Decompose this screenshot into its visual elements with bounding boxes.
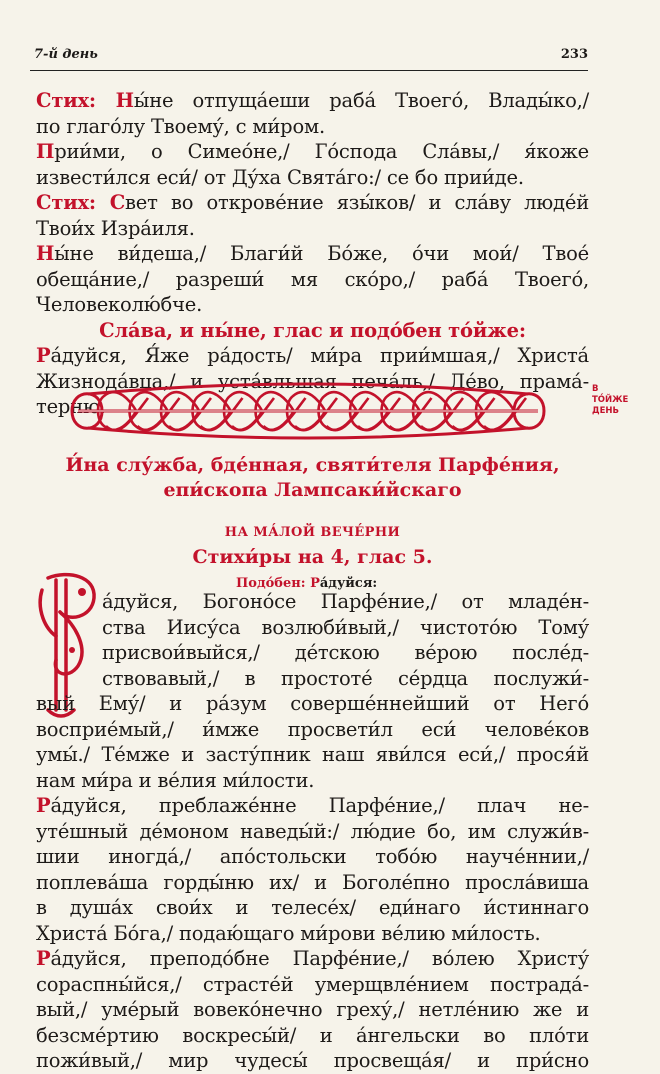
knotwork-ornament-icon xyxy=(58,380,558,442)
top_block-line xyxy=(36,241,589,267)
body-text: терню. xyxy=(36,395,106,418)
running-head-day: 7-й день xyxy=(34,47,98,62)
running-head xyxy=(30,44,588,71)
rubric-text: Р xyxy=(36,947,51,970)
body-text: восприе́мый,/ и́мже просвети́л еси́ челове́ков xyxy=(36,717,589,741)
body-text: ы́не отпуща́еши раба́ Твоего́, Влады́ко,/ xyxy=(133,89,590,112)
top_block-line xyxy=(36,292,589,318)
service-title-line: епи́скопа Лампсаки́йскаго xyxy=(163,479,462,501)
rubric-text: Р xyxy=(36,344,51,367)
body_block-line xyxy=(36,691,589,717)
body-text: ства Иису́са возлюби́вый,/ чистото́ю Тому́ xyxy=(102,615,589,639)
body-text: нам ми́ра и ве́лия ми́лости. xyxy=(36,768,315,792)
margin-note-line: ТО́ЙЖЕ xyxy=(592,395,629,405)
rubric-text: П xyxy=(36,140,55,163)
top_block-line xyxy=(36,139,589,165)
margin-note-line: ДЕНЬ xyxy=(592,406,619,416)
margin-note-line: В xyxy=(592,384,599,394)
body-text: ы́не ви́деша,/ Благи́й Бо́же, о́чи мои́/ Твое́ xyxy=(54,242,589,265)
body-text: рии́ми, о Симео́не,/ Го́спода Сла́вы,/ я́коже xyxy=(54,140,589,163)
top_block-line xyxy=(36,216,589,242)
body-text: шии иногда́,/ апо́стольски тобо́ю науче́ннии,/ xyxy=(36,845,589,868)
body_block-line xyxy=(36,819,589,845)
page-number: 233 xyxy=(560,47,588,62)
stichera-heading: Стихи́ры на 4, глас 5. xyxy=(192,546,433,568)
body-text: вет во открове́ние язы́ков/ и сла́ву люде́й xyxy=(125,191,589,214)
body-text: пожи́вый,/ мир чудесы́ просвеща́я/ и при́сно xyxy=(36,1049,589,1072)
body_block-line xyxy=(36,844,589,870)
body-text: вый,/ уме́рый вовеко́нечно греху́,/ нетле́нию же и xyxy=(36,998,589,1021)
body_block-line xyxy=(36,870,589,896)
top_block-line xyxy=(36,88,589,114)
body-text: умы́./ Те́мже и засту́пник наш яви́лся еси́,/ прося́й xyxy=(36,743,589,766)
body-text: а́дуйся, преподо́бне Парфе́ние,/ во́лею Христу́ xyxy=(50,947,589,970)
service-title xyxy=(36,453,589,503)
margin-note xyxy=(592,384,642,417)
body-text: Христа́ Бо́га,/ подаю́щаго ми́рови ве́лию ми́лость. xyxy=(36,921,541,945)
rubric-text: Н xyxy=(115,89,134,112)
body_block-line xyxy=(36,895,589,921)
vespers-heading: НА МА́ЛОЙ ВЕЧЕ́РНИ xyxy=(224,525,401,540)
rubric-text: Р xyxy=(36,794,51,817)
rubric-text: Стих: xyxy=(36,191,110,214)
body_block-line xyxy=(36,946,589,972)
body-text: присвои́выйся,/ де́тскою ве́рою после́д- xyxy=(102,641,589,664)
top_block-line xyxy=(36,114,589,140)
podoben-initial: Р xyxy=(310,576,320,591)
rubric-text: Н xyxy=(36,242,55,265)
body_block-line xyxy=(36,717,589,743)
body-text: вый Ему́/ и ра́зум соверше́ннейший от Него́ xyxy=(36,692,589,715)
body-text: Твои́х Изра́иля. xyxy=(36,216,195,240)
podoben-label: Подо́бен: xyxy=(236,576,311,591)
body_block-line xyxy=(36,640,589,666)
body-text: ствовавый,/ в простоте́ се́рдца послужи́- xyxy=(102,666,589,690)
body_block-line xyxy=(36,972,589,998)
top_block-line xyxy=(36,318,589,344)
body_block-line xyxy=(36,589,589,615)
body_block-line xyxy=(36,768,589,794)
body-text: Человеколю́бче. xyxy=(36,293,203,316)
body_block-line xyxy=(36,742,589,768)
body-text: по глаго́лу Твоему́, с ми́ром. xyxy=(36,114,325,138)
rubric-text: Сла́ва, и ны́не, глас и подо́бен то́йже: xyxy=(99,318,526,342)
body-text: обеща́ние,/ разреши́ мя ско́ро,/ раба́ Твоего́, xyxy=(36,267,589,291)
body-text: поплева́ша горды́ню их/ и Боголе́пно просла́виша xyxy=(36,870,589,894)
body-text: а́дуйся, преблаже́нне Парфе́ние,/ плач не- xyxy=(50,794,589,817)
top_block-line xyxy=(36,343,589,369)
body-text: а́дуйся, Богоно́се Парфе́ние,/ от младе́н- xyxy=(102,590,589,613)
body_block-line xyxy=(36,615,589,641)
top_block-line xyxy=(36,165,589,191)
top_block-line xyxy=(36,267,589,293)
body-text: а́дуйся, Я́же ра́дость/ ми́ра прии́мшая,/ Христа́ xyxy=(50,344,589,367)
body-text: извести́лся еси́/ от Ду́ха Свята́го:/ се бо прии́де. xyxy=(36,165,524,189)
rubric-text: С xyxy=(109,191,126,214)
service-title-line: И́на слу́жба, бде́нная, святи́теля Парфе́ния, xyxy=(65,454,560,476)
body-text: в душа́х свои́х и телесе́х/ еди́наго и́стиннаго xyxy=(36,896,589,919)
body-text: уте́шный де́моном наведы́й:/ лю́дие бо, им служи́в- xyxy=(36,819,589,843)
stichera-text-block xyxy=(36,589,589,1074)
rubric-text: Стих: xyxy=(36,89,116,112)
body_block-line xyxy=(36,1023,589,1049)
body-text: безсме́ртию воскресы́й/ и а́нгельски во пло́ти xyxy=(36,1023,589,1047)
podoben-value: а́дуйся: xyxy=(319,576,378,591)
body_block-line xyxy=(36,921,589,947)
body_block-line xyxy=(36,793,589,819)
knot-strand xyxy=(106,398,148,430)
top_block-line xyxy=(36,190,589,216)
body_block-line xyxy=(36,666,589,692)
body_block-line xyxy=(36,1048,589,1074)
top-text-block xyxy=(36,88,589,420)
body_block-line xyxy=(36,997,589,1023)
body-text: сораспны́йся,/ страсте́й умерщвле́нием пострада́- xyxy=(36,972,589,996)
body-text: Жизнода́вца,/ и уста́вльшая печа́ль,/ Де́во, прама́- xyxy=(36,369,589,393)
